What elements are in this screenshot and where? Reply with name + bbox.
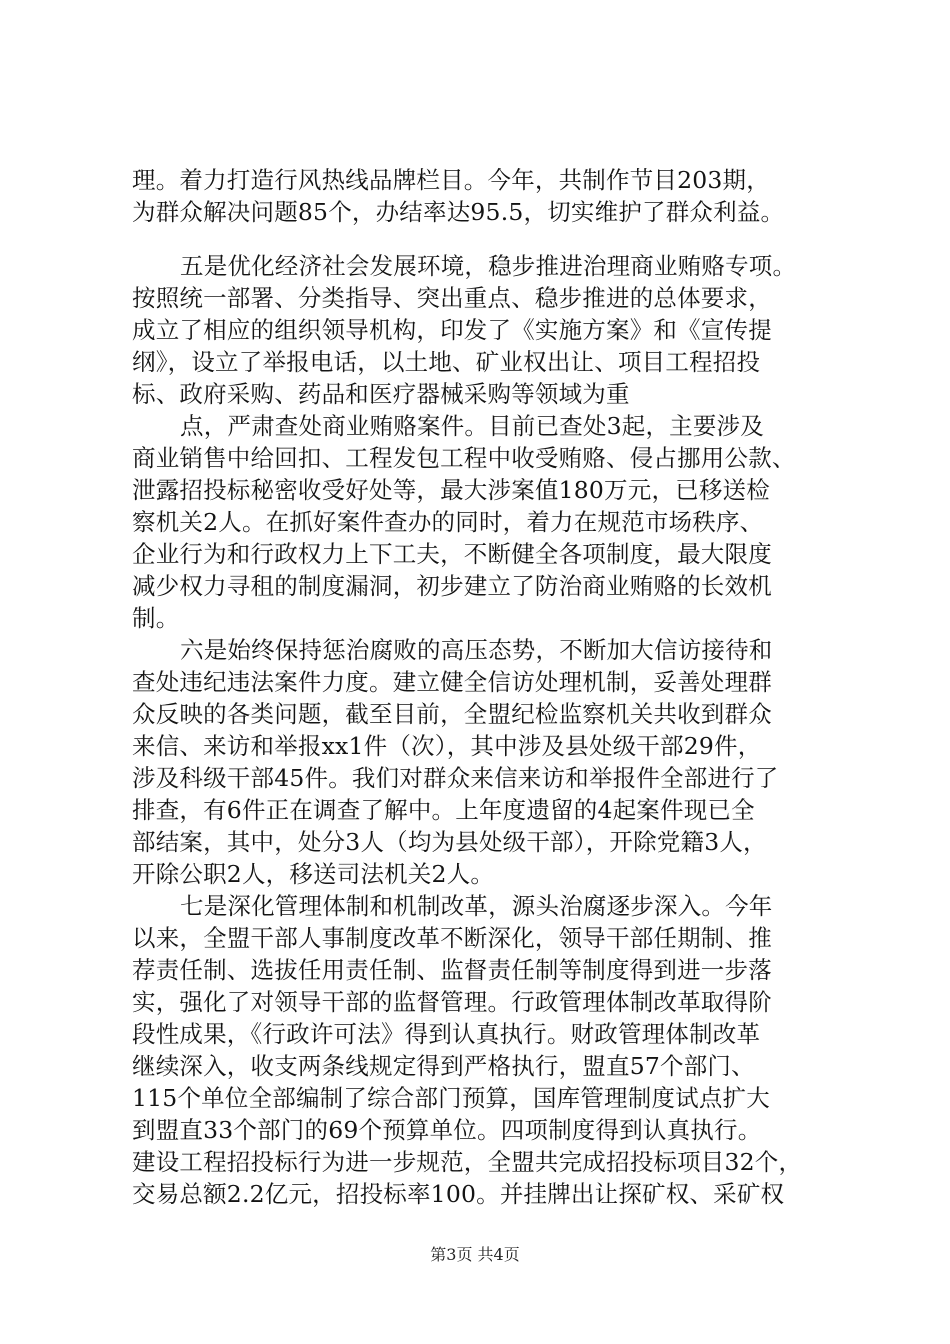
text-line: 五是优化经济社会发展环境，稳步推进治理商业贿赂专项。 [180,252,797,280]
text-line: 排查，有6件正在调查了解中。上年度遗留的4起案件现已全 [132,796,755,824]
text-line: 115个单位全部编制了综合部门预算，国库管理制度试点扩大 [132,1084,770,1112]
text-line: 以来，全盟干部人事制度改革不断深化，领导干部任期制、推 [132,924,772,952]
text-line: 商业销售中给回扣、工程发包工程中收受贿赂、侵占挪用公款、 [132,444,796,472]
text-line: 荐责任制、选拔任用责任制、监督责任制等制度得到进一步落 [132,956,772,984]
text-line: 实，强化了对领导干部的监督管理。行政管理体制改革取得阶 [132,988,772,1016]
text-line: 减少权力寻租的制度漏洞，初步建立了防治商业贿赂的长效机 [132,572,772,600]
text-line: 开除公职2人，移送司法机关2人。 [132,860,495,888]
text-line: 纲》，设立了举报电话，以土地、矿业权出让、项目工程招投 [132,348,761,376]
text-line: 到盟直33个部门的69个预算单位。四项制度得到认真执行。 [132,1116,762,1144]
text-line: 众反映的各类问题，截至目前，全盟纪检监察机关共收到群众 [132,700,772,728]
text-line: 按照统一部署、分类指导、突出重点、稳步推进的总体要求， [132,284,772,312]
text-line: 为群众解决问题85个，办结率达95.5，切实维护了群众利益。 [132,198,785,226]
text-line: 建设工程招投标行为进一步规范，全盟共完成招投标项目32个， [132,1148,803,1176]
text-line: 七是深化管理体制和机制改革，源头治腐逐步深入。今年 [180,892,773,920]
text-line: 企业行为和行政权力上下工夫，不断健全各项制度，最大限度 [132,540,772,568]
text-line: 来信、来访和举报xx1件（次），其中涉及县处级干部29件， [132,732,762,760]
text-line: 标、政府采购、药品和医疗器械采购等领域为重 [132,380,630,408]
text-line: 查处违纪违法案件力度。建立健全信访处理机制，妥善处理群 [132,668,772,696]
text-line: 察机关2人。在抓好案件查办的同时，着力在规范市场秩序、 [132,508,764,536]
text-line: 理。着力打造行风热线品牌栏目。今年，共制作节目203期， [132,166,770,194]
text-line: 继续深入，收支两条线规定得到严格执行，盟直57个部门、 [132,1052,755,1080]
text-line: 部结案，其中，处分3人（均为县处级干部），开除党籍3人， [132,828,767,856]
text-line: 制。 [132,604,180,632]
text-line: 段性成果，《行政许可法》得到认真执行。财政管理体制改革 [132,1020,761,1048]
text-line: 成立了相应的组织领导机构，印发了《实施方案》和《宣传提 [132,316,772,344]
page-footer: 第3页 共4页 [430,1245,520,1264]
text-line: 六是始终保持惩治腐败的高压态势，不断加大信访接待和 [180,636,773,664]
text-line: 涉及科级干部45件。我们对群众来信来访和举报件全部进行了 [132,764,779,792]
text-line: 点，严肃查处商业贿赂案件。目前已查处3起，主要涉及 [180,412,764,440]
text-line: 交易总额2.2亿元，招投标率100。并挂牌出让探矿权、采矿权 [132,1180,785,1208]
text-line: 泄露招投标秘密收受好处等，最大涉案值180万元，已移送检 [132,476,770,504]
